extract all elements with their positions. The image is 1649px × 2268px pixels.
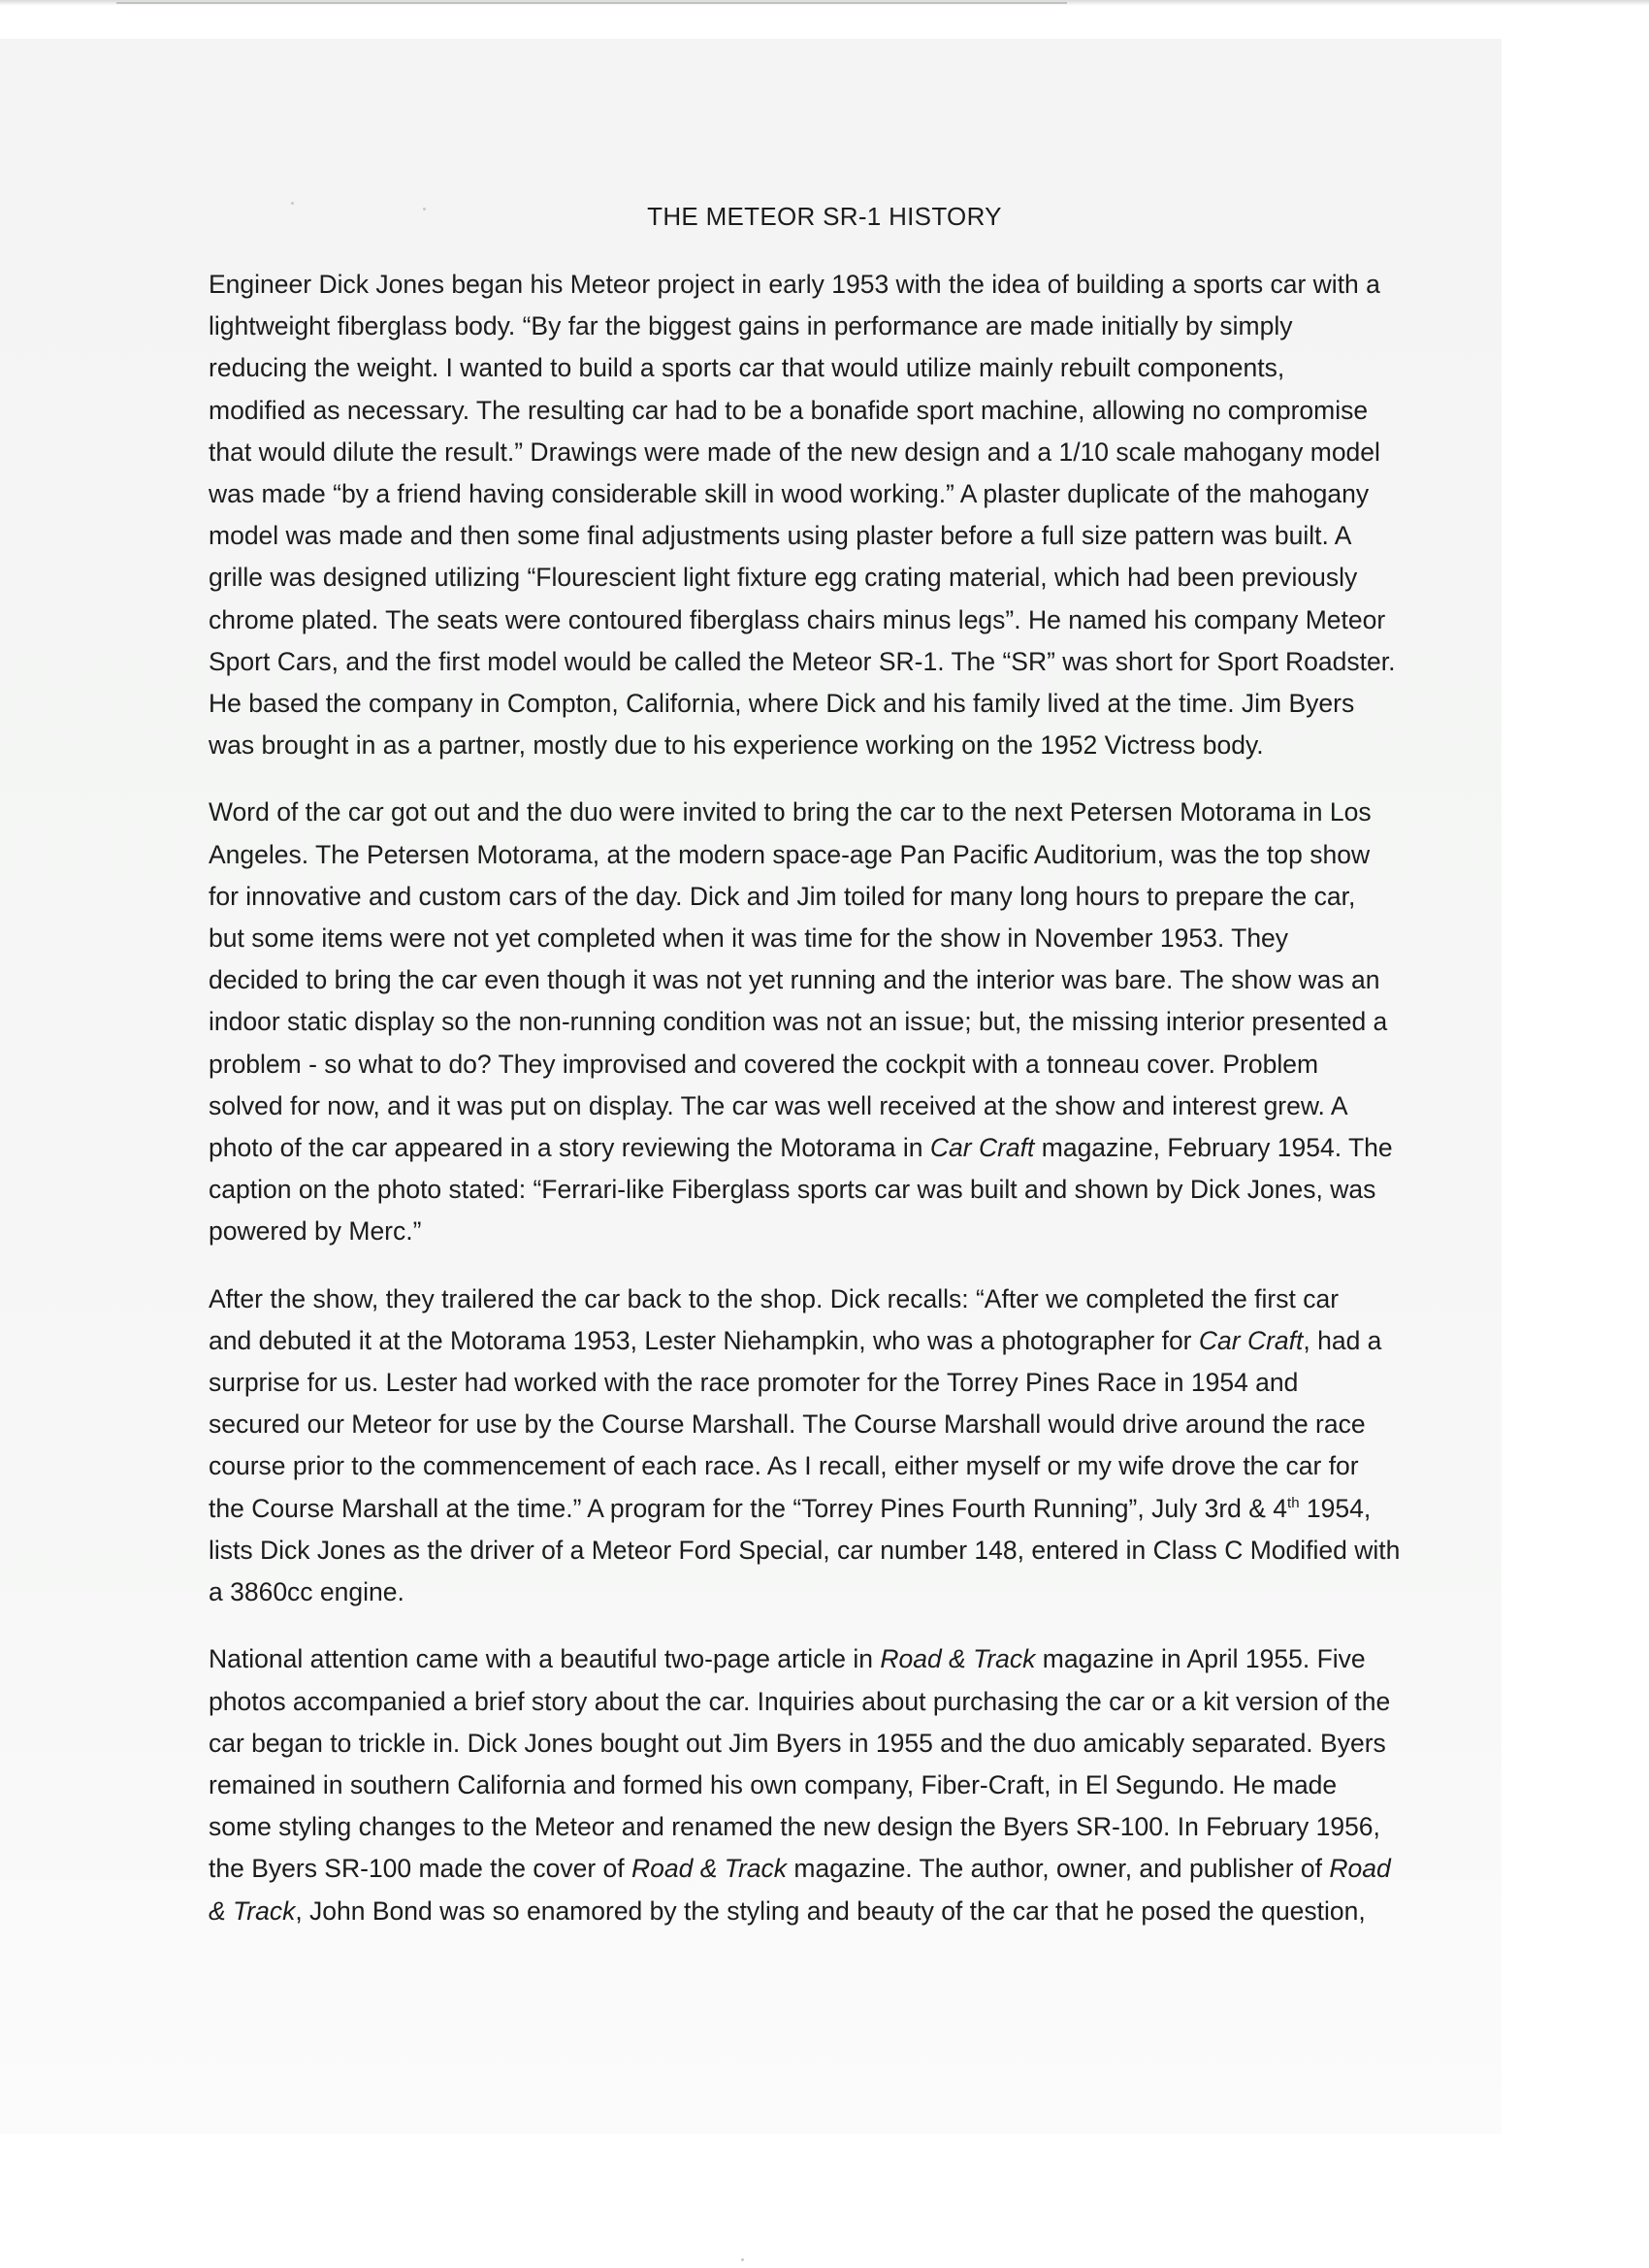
text-segment: but some items were not yet completed when it was time for the show in November 1953. They — [209, 923, 1289, 954]
italic-title: Road & Track — [631, 1854, 788, 1884]
text-line — [209, 1044, 1470, 1085]
text-segment: was brought in as a partner, mostly due to his experience working on the 1952 Victress body. — [209, 730, 1264, 761]
text-segment: surprise for us. Lester had worked with the race promoter for the Torrey Pines Race in 1954 and — [209, 1368, 1299, 1398]
text-line — [209, 725, 1470, 766]
text-line — [209, 1169, 1470, 1211]
text-line — [209, 1085, 1470, 1127]
text-line — [209, 1001, 1470, 1043]
text-segment: photos accompanied a brief story about the car. Inquiries about purchasing the car or a kit version of the — [209, 1686, 1391, 1716]
text-segment: National attention came with a beautiful two-page article in — [209, 1644, 881, 1674]
text-line — [209, 432, 1470, 473]
text-segment: some styling changes to the Meteor and renamed the new design the Byers SR-100. In February 1956, — [209, 1812, 1380, 1842]
text-segment: car began to trickle in. Dick Jones bought out Jim Byers in 1955 and the duo amicably separated. Byers — [209, 1728, 1386, 1758]
text-line — [209, 473, 1470, 515]
text-segment: Word of the car got out and the duo were invited to bring the car to the next Petersen Motorama in Los — [209, 797, 1372, 827]
paragraph — [209, 1638, 1470, 1931]
text-segment: lists Dick Jones as the driver of a Meteor Ford Special, car number 148, entered in Class C Modified with — [209, 1535, 1401, 1565]
text-line — [209, 683, 1470, 725]
text-segment: photo of the car appeared in a story reviewing the Motorama in — [209, 1133, 930, 1163]
text-line — [209, 390, 1470, 432]
text-line — [209, 918, 1470, 959]
text-line — [209, 1765, 1470, 1806]
text-segment: remained in southern California and formed his own company, Fiber-Craft, in El Segundo. He made — [209, 1769, 1338, 1799]
paragraph — [209, 792, 1470, 1252]
text-segment: decided to bring the car even though it was not yet running and the interior was bare. The show was an — [209, 965, 1380, 995]
text-segment: , John Bond was so enamored by the styling and beauty of the car that he posed the question, — [295, 1895, 1366, 1926]
text-segment: the Course Marshall at the time.” A program for the “Torrey Pines Fourth Running”, July 3rd & 4 — [209, 1493, 1288, 1523]
text-segment: chrome plated. The seats were contoured fiberglass chairs minus legs”. He named his company Meteor — [209, 604, 1386, 634]
text-line — [209, 1211, 1470, 1252]
text-segment: modified as necessary. The resulting car had to be a bonafide sport machine, allowing no compromise — [209, 395, 1369, 425]
text-segment: Angeles. The Petersen Motorama, at the modern space-age Pan Pacific Auditorium, was the top show — [209, 839, 1371, 869]
text-line — [209, 515, 1470, 557]
text-line — [209, 1445, 1470, 1487]
text-line — [209, 959, 1470, 1001]
italic-title: & Track — [209, 1895, 296, 1926]
text-line — [209, 1488, 1470, 1530]
italic-title: Road — [1329, 1854, 1391, 1884]
text-line — [209, 1571, 1470, 1613]
text-line — [209, 599, 1470, 641]
italic-title: Car Craft — [1198, 1325, 1304, 1355]
text-segment: solved for now, and it was put on display. The car was well received at the show and interest grew. A — [209, 1090, 1348, 1120]
text-line — [209, 306, 1470, 347]
text-segment: model was made and then some final adjustments using plaster before a full size pattern was built. A — [209, 521, 1352, 551]
text-line — [209, 1530, 1470, 1571]
text-segment: powered by Merc.” — [209, 1216, 422, 1247]
text-segment: reducing the weight. I wanted to build a sports car that would utilize mainly rebuilt components, — [209, 353, 1285, 383]
text-segment: indoor static display so the non-running condition was not an issue; but, the missing interior presented a — [209, 1007, 1388, 1037]
text-line — [209, 1127, 1470, 1169]
text-line — [209, 1681, 1470, 1723]
text-segment: a 3860cc engine. — [209, 1577, 404, 1607]
text-line — [209, 1723, 1470, 1765]
text-segment: 1954, — [1299, 1493, 1372, 1523]
text-segment: , had a — [1303, 1325, 1382, 1355]
text-segment: the Byers SR-100 made the cover of — [209, 1854, 631, 1884]
text-line — [209, 876, 1470, 918]
paragraph — [209, 264, 1470, 766]
text-segment: course prior to the commencement of each race. As I recall, either myself or my wife drove the car for — [209, 1451, 1359, 1481]
text-segment: Engineer Dick Jones began his Meteor project in early 1953 with the idea of building a sports car with a — [209, 270, 1380, 299]
text-line — [209, 1404, 1470, 1445]
text-line — [209, 641, 1470, 683]
text-segment: Sport Cars, and the first model would be called the Meteor SR-1. The “SR” was short for Sport Roadster. — [209, 646, 1396, 676]
text-segment: grille was designed utilizing “Flourescient light fixture egg crating material, which had been previously — [209, 563, 1358, 593]
superscript-text: th — [1287, 1494, 1300, 1511]
document-title: THE METEOR SR-1 HISTORY — [647, 202, 1002, 231]
text-segment: He based the company in Compton, California, where Dick and his family lived at the time. Jim Byers — [209, 689, 1355, 719]
text-line — [209, 264, 1470, 306]
document-body — [209, 264, 1470, 1958]
text-segment: that would dilute the result.” Drawings were made of the new design and a 1/10 scale mahogany model — [209, 437, 1380, 467]
paragraph — [209, 1279, 1470, 1614]
text-segment: magazine. The author, owner, and publisher of — [787, 1854, 1330, 1884]
scan-speck — [741, 2258, 744, 2261]
scan-bottom-margin — [0, 2134, 1649, 2268]
text-segment: magazine in April 1955. Five — [1035, 1644, 1366, 1674]
text-segment: After the show, they trailered the car back to the shop. Dick recalls: “After we completed the first car — [209, 1283, 1340, 1313]
text-line — [209, 1279, 1470, 1320]
scan-artifact-line — [116, 2, 1067, 4]
text-segment: and debuted it at the Motorama 1953, Lester Niehampkin, who was a photographer for — [209, 1325, 1199, 1355]
text-segment: magazine, February 1954. The — [1034, 1133, 1393, 1163]
text-line — [209, 1638, 1470, 1680]
text-segment: caption on the photo stated: “Ferrari-like Fiberglass sports car was built and shown by Dick Jones, was — [209, 1175, 1376, 1205]
italic-title: Road & Track — [880, 1644, 1036, 1674]
text-line — [209, 557, 1470, 599]
italic-title: Car Craft — [929, 1133, 1035, 1163]
text-line — [209, 834, 1470, 876]
text-segment: for innovative and custom cars of the day. Dick and Jim toiled for many long hours to prepare the car, — [209, 881, 1356, 911]
text-segment: was made “by a friend having considerable skill in wood working.” A plaster duplicate of the mahogany — [209, 479, 1370, 509]
text-line — [209, 792, 1470, 833]
text-line — [209, 347, 1470, 389]
text-segment: lightweight fiberglass body. “By far the biggest gains in performance are made initially by simply — [209, 311, 1293, 341]
text-line — [209, 1891, 1470, 1932]
text-line — [209, 1320, 1470, 1362]
text-line — [209, 1362, 1470, 1404]
text-segment: secured our Meteor for use by the Course Marshall. The Course Marshall would drive around the race — [209, 1409, 1366, 1440]
text-segment: problem - so what to do? They improvised and covered the cockpit with a tonneau cover. Problem — [209, 1049, 1319, 1079]
text-line — [209, 1806, 1470, 1848]
text-line — [209, 1848, 1470, 1890]
